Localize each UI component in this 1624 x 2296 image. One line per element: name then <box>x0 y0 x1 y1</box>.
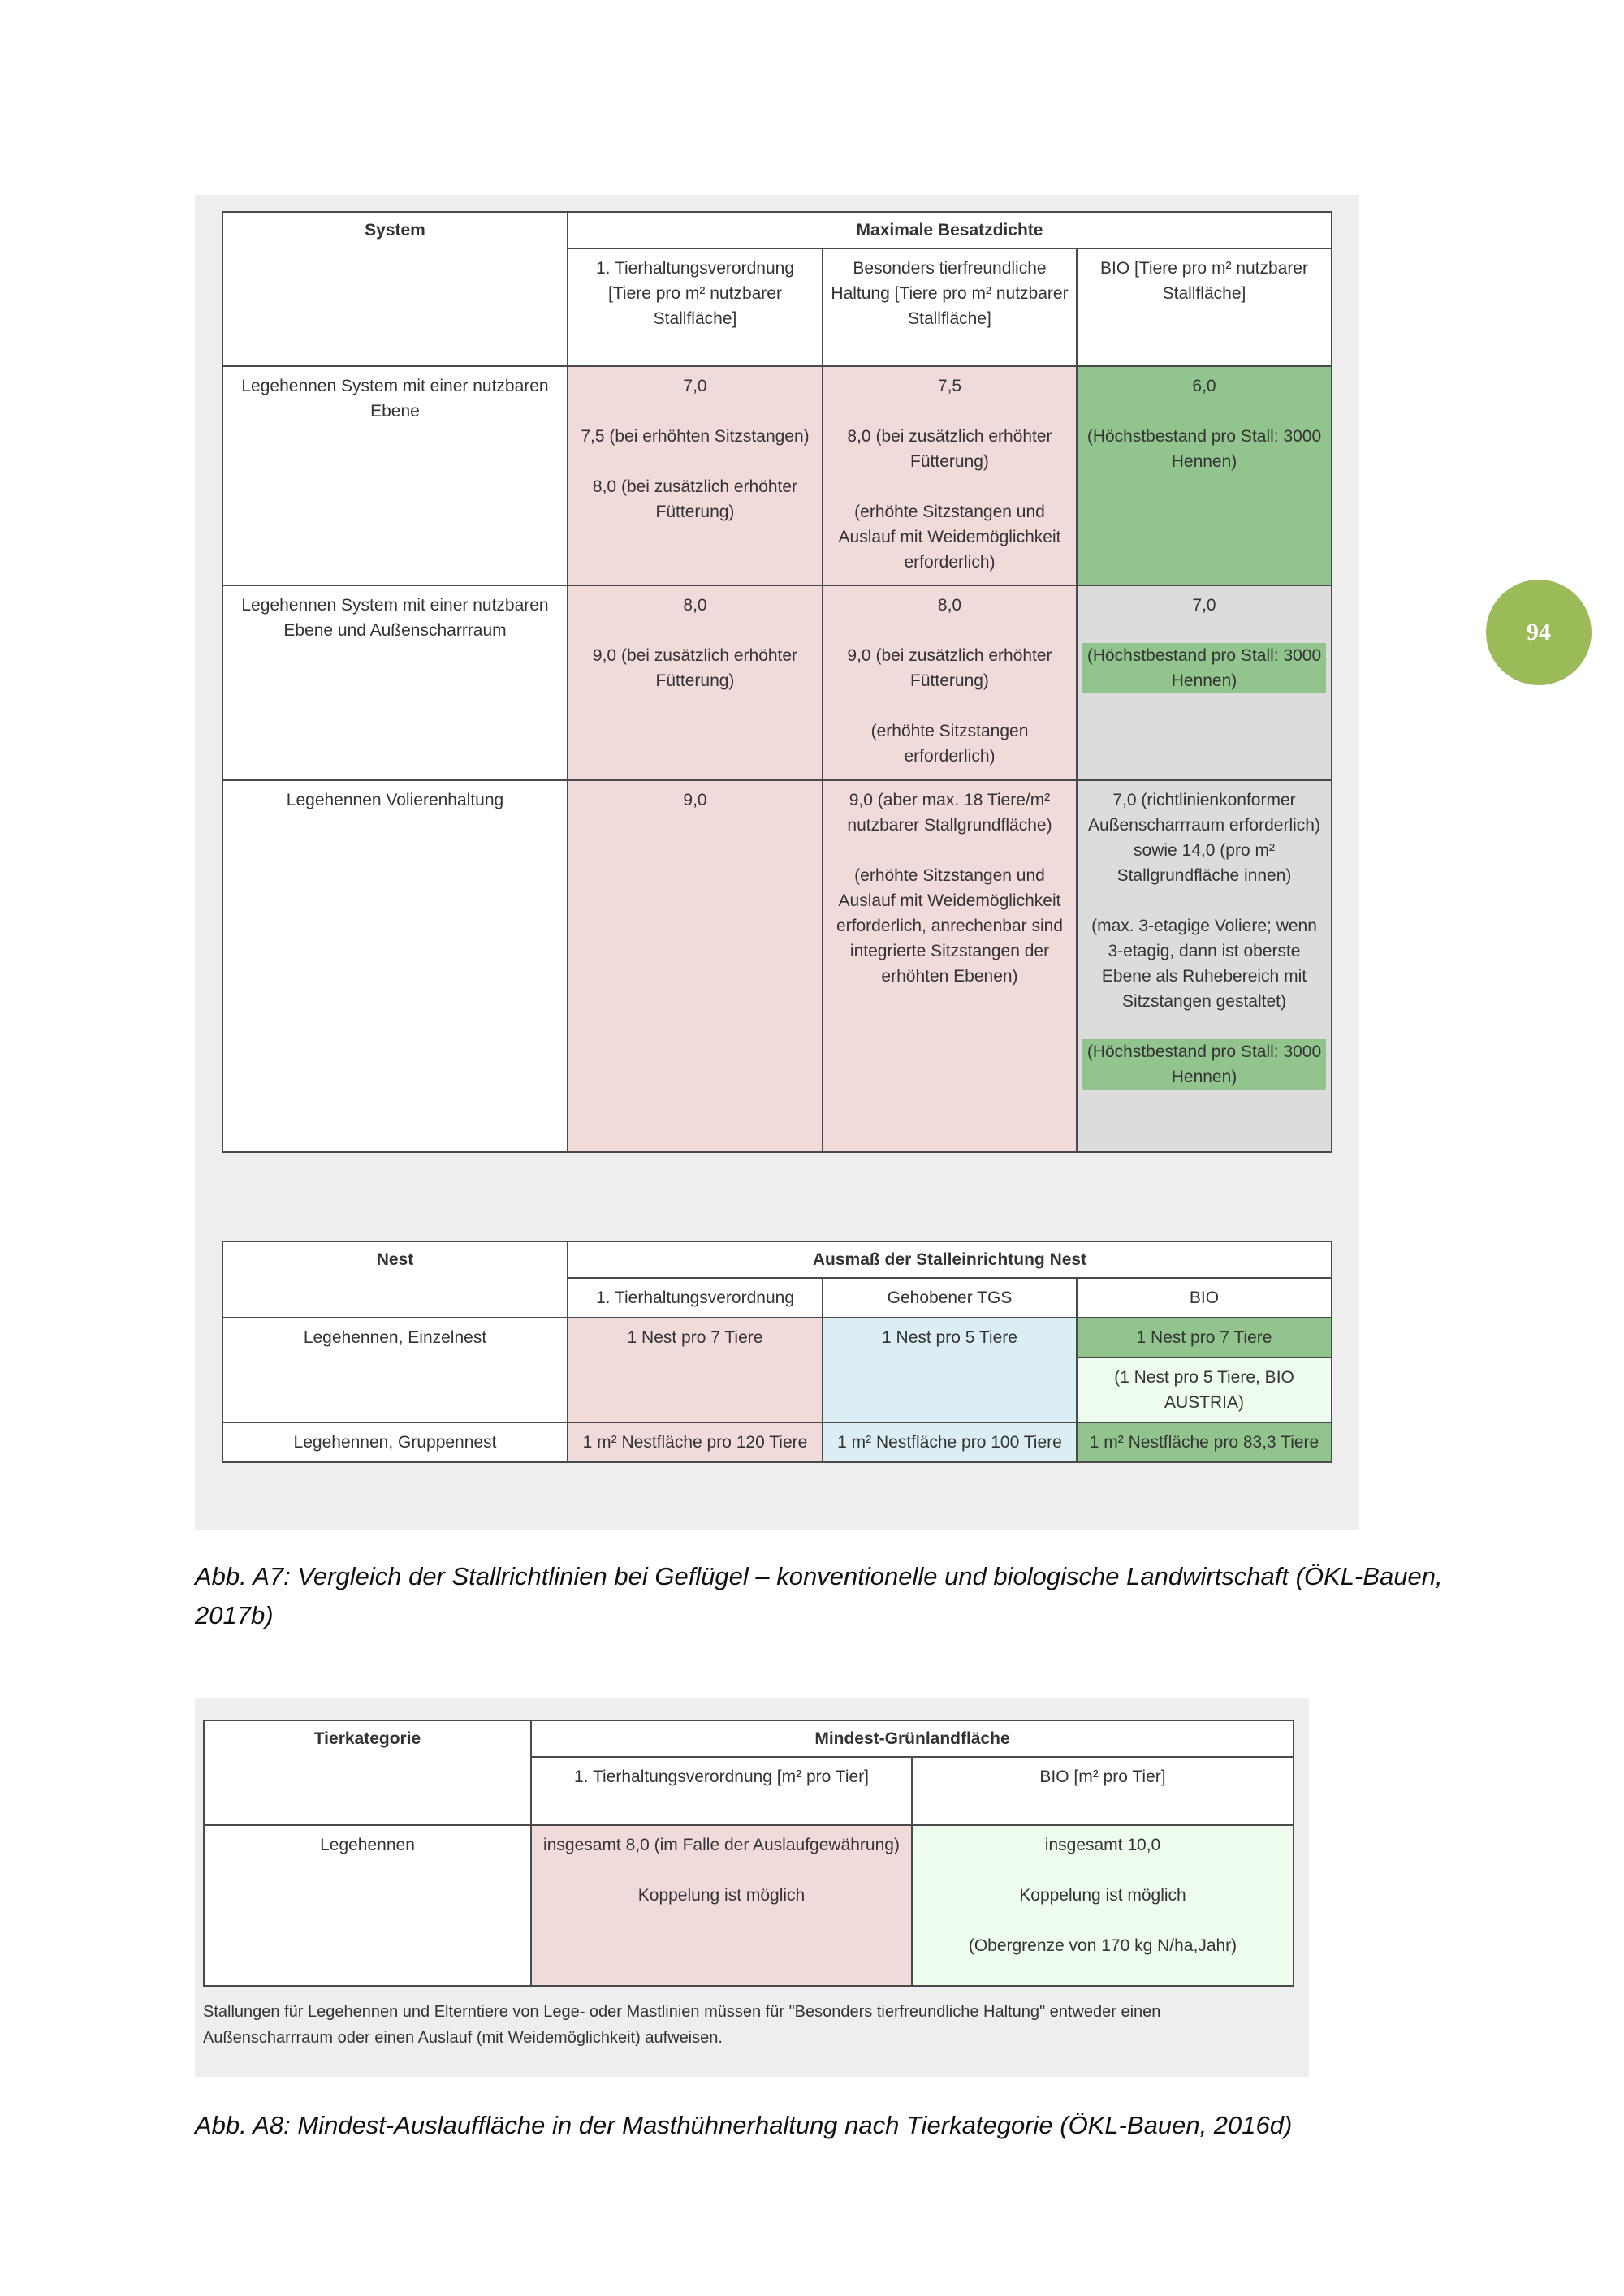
nest-row1-label: Legehennen, Einzelnest <box>222 1318 568 1422</box>
subheader-bio: BIO [Tiere pro m² nutzbarer Stallfläche] <box>1077 248 1332 366</box>
header-system: System <box>222 212 568 366</box>
nest-subheader-3: BIO <box>1077 1278 1332 1318</box>
row3-c3: 7,0 (richtlinienkonformer Außenscharrraum erforderlich) sowie 14,0 (pro m² Stallgrundfläche innen) (max. 3-etagige Voliere; wenn 3-etagig, dann ist oberste Ebene als Ruhebereich mit Sitzstangen gestaltet) (Höchstbestand pro Stall: 3000 Hennen) <box>1077 780 1332 1152</box>
grass-row-c1: insgesamt 8,0 (im Falle der Auslaufgewährung) Koppelung ist möglich <box>531 1825 912 1986</box>
nest-subheader-2: Gehobener TGS <box>823 1278 1077 1318</box>
row2-c3: 7,0 (Höchstbestand pro Stall: 3000 Hennen) <box>1077 585 1332 780</box>
header-max-density: Maximale Besatzdichte <box>568 212 1332 248</box>
header-tierkategorie: Tierkategorie <box>204 1720 531 1825</box>
row2-c2: 8,0 9,0 (bei zusätzlich erhöhter Fütterung) (erhöhte Sitzstangen erforderlich) <box>823 585 1077 780</box>
nest-row2-c1: 1 m² Nestfläche pro 120 Tiere <box>568 1422 823 1462</box>
nest-row2-c2: 1 m² Nestfläche pro 100 Tiere <box>823 1422 1077 1462</box>
header-nest: Nest <box>222 1241 568 1318</box>
grass-subheader-1: 1. Tierhaltungsverordnung [m² pro Tier] <box>531 1757 912 1825</box>
row3-c1: 9,0 <box>568 780 823 1152</box>
nest-row1-c1: 1 Nest pro 7 Tiere <box>568 1318 823 1422</box>
grass-row-label: Legehennen <box>204 1825 531 1986</box>
nest-row2-c3: 1 m² Nestfläche pro 83,3 Tiere <box>1077 1422 1332 1462</box>
nest-row1-c3b: (1 Nest pro 5 Tiere, BIO AUSTRIA) <box>1077 1357 1332 1422</box>
subheader-tierfreundlich: Besonders tierfreundliche Haltung [Tiere pro m² nutzbarer Stallfläche] <box>823 248 1077 366</box>
caption-a8: Abb. A8: Mindest-Auslauffläche in der Masthühnerhaltung nach Tierkategorie (ÖKL-Bauen, 2016d) <box>195 2111 1293 2139</box>
row1-c2: 7,5 8,0 (bei zusätzlich erhöhter Fütterung) (erhöhte Sitzstangen und Auslauf mit Weidemöglichkeit erforderlich) <box>823 366 1077 585</box>
row3-system: Legehennen Volierenhaltung <box>222 780 568 1152</box>
row3-c2: 9,0 (aber max. 18 Tiere/m² nutzbarer Stallgrundfläche) (erhöhte Sitzstangen und Auslauf mit Weidemöglichkeit erforderlich, anrechenbar sind integrierte Sitzstangen der erhöhten Ebenen) <box>823 780 1077 1152</box>
row2-c1: 8,0 9,0 (bei zusätzlich erhöhter Fütterung) <box>568 585 823 780</box>
nest-row1-c3a: 1 Nest pro 7 Tiere <box>1077 1318 1332 1357</box>
caption-a7: Abb. A7: Vergleich der Stallrichtlinien bei Geflügel – konventionelle und biologische Landwirtschaft (ÖKL-Bauen, 2017b) <box>195 1562 1443 1629</box>
row1-system: Legehennen System mit einer nutzbaren Ebene <box>222 366 568 585</box>
nest-row2-label: Legehennen, Gruppennest <box>222 1422 568 1462</box>
subheader-tierhaltungsverordnung: 1. Tierhaltungsverordnung [Tiere pro m² nutzbarer Stallfläche] <box>568 248 823 366</box>
page-number-badge: 94 <box>1486 580 1592 685</box>
row2-system: Legehennen System mit einer nutzbaren Ebene und Außenscharrraum <box>222 585 568 780</box>
stocking-density-table <box>222 211 1332 1153</box>
nest-table <box>222 1241 1332 1463</box>
grass-row-c2: insgesamt 10,0 Koppelung ist möglich (Obergrenze von 170 kg N/ha,Jahr) <box>912 1825 1294 1986</box>
nest-row1-c2: 1 Nest pro 5 Tiere <box>823 1318 1077 1422</box>
grassland-table <box>203 1720 1294 1987</box>
grass-subheader-2: BIO [m² pro Tier] <box>912 1757 1294 1825</box>
nest-subheader-1: 1. Tierhaltungsverordnung <box>568 1278 823 1318</box>
header-nest-group: Ausmaß der Stalleinrichtung Nest <box>568 1241 1332 1278</box>
row1-c1: 7,0 7,5 (bei erhöhten Sitzstangen) 8,0 (bei zusätzlich erhöhter Fütterung) <box>568 366 823 585</box>
header-mindest-gruenland: Mindest-Grünlandfläche <box>531 1720 1294 1757</box>
row1-c3: 6,0 (Höchstbestand pro Stall: 3000 Hennen) <box>1077 366 1332 585</box>
grassland-note: Stallungen für Legehennen und Elterntiere von Lege- oder Mastlinien müssen für "Besonders tierfreundliche Haltung" entweder einen Außenscharrraum oder einen Auslauf (mit Weidemöglichkeit) aufweisen. <box>203 2003 1161 2047</box>
